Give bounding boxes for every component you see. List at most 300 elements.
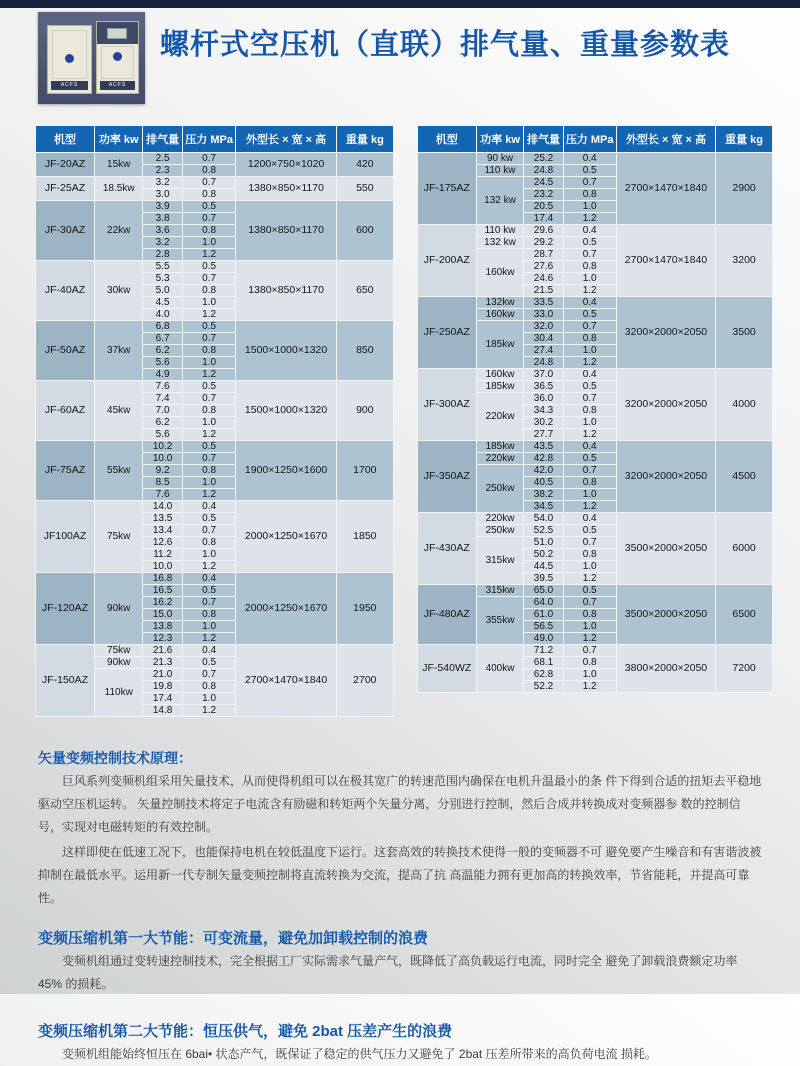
weight-cell: 4000 — [716, 369, 773, 441]
text-sections — [38, 748, 764, 1066]
pressure-cell: 0.5 — [563, 585, 616, 597]
pressure-cell: 0.5 — [182, 657, 236, 669]
dimensions-cell: 3200×2000×2050 — [616, 369, 715, 441]
table-header-row — [36, 126, 394, 153]
pressure-cell: 1.0 — [563, 621, 616, 633]
displacement-cell: 71.2 — [524, 645, 563, 657]
weight-cell: 3500 — [716, 297, 773, 369]
weight-cell: 6000 — [716, 513, 773, 585]
section-paragraph: 这样即使在低速工况下，也能保持电机在较低温度下运行。这套高效的转换技术使得一般的变频器不可 避免要产生噪音和有害谐波被抑制在最低水平。运用新一代专制矢量变频控制将直流转换为交流，提高了抗 高温能力拥有更加高的转换效率，节省能耗，并提高可靠性。 — [38, 845, 762, 905]
displacement-cell: 10.0 — [143, 453, 182, 465]
power-cell: 30kw — [95, 261, 143, 321]
displacement-cell: 5.6 — [143, 429, 182, 441]
pressure-cell: 1.2 — [563, 501, 616, 513]
displacement-cell: 29.6 — [524, 225, 563, 237]
displacement-cell: 14.0 — [143, 501, 182, 513]
pressure-cell: 0.4 — [563, 369, 616, 381]
pressure-cell: 1.0 — [182, 237, 236, 249]
table-row — [418, 585, 773, 597]
displacement-cell: 6.8 — [143, 321, 182, 333]
power-cell: 185kw — [476, 321, 524, 369]
pressure-cell: 1.2 — [563, 681, 616, 693]
pressure-cell: 0.8 — [182, 225, 236, 237]
displacement-cell: 4.0 — [143, 309, 182, 321]
spec-table-right — [417, 125, 773, 693]
table-row — [36, 573, 394, 585]
displacement-cell: 6.2 — [143, 345, 182, 357]
model-cell: JF-20AZ — [36, 153, 95, 177]
displacement-cell: 51.0 — [524, 537, 563, 549]
pressure-cell: 1.0 — [182, 621, 236, 633]
dimensions-cell: 3200×2000×2050 — [616, 297, 715, 369]
displacement-cell: 40.5 — [524, 477, 563, 489]
displacement-cell: 39.5 — [524, 573, 563, 585]
displacement-cell: 24.8 — [524, 357, 563, 369]
power-cell: 45kw — [95, 381, 143, 441]
section-vector-control-principle — [38, 748, 764, 910]
pressure-cell: 0.7 — [182, 525, 236, 537]
power-cell: 75kw — [95, 645, 143, 657]
pressure-cell: 0.8 — [563, 261, 616, 273]
pressure-cell: 0.7 — [182, 393, 236, 405]
pressure-cell: 1.2 — [182, 429, 236, 441]
table-row — [418, 297, 773, 309]
dimensions-cell: 2000×1250×1670 — [236, 573, 336, 645]
displacement-cell: 7.6 — [143, 381, 182, 393]
displacement-cell: 5.0 — [143, 285, 182, 297]
displacement-cell: 21.0 — [143, 669, 182, 681]
power-cell: 220kw — [476, 453, 524, 465]
pressure-cell: 0.8 — [182, 681, 236, 693]
table-row — [36, 321, 394, 333]
power-cell: 37kw — [95, 321, 143, 381]
pressure-cell: 0.5 — [182, 441, 236, 453]
power-cell: 132 kw — [476, 237, 524, 249]
pressure-cell: 0.7 — [563, 393, 616, 405]
model-cell: JF-250AZ — [418, 297, 477, 369]
pressure-cell: 0.4 — [182, 501, 236, 513]
displacement-cell: 4.5 — [143, 297, 182, 309]
dimensions-cell: 1380×850×1170 — [236, 261, 336, 321]
page-title: 螺杆式空压机（直联）排气量、重量参数表 — [160, 29, 731, 61]
pressure-cell: 1.0 — [182, 357, 236, 369]
displacement-cell: 5.3 — [143, 273, 182, 285]
displacement-cell: 24.5 — [524, 177, 563, 189]
section-paragraph: 巨风系列变频机组采用矢量技术，从而使得机组可以在极其宽广的转速范围内确保在电机升温最小的条 件下得到合适的扭矩去平稳地驱动空压机运转。 矢量控制技术将定子电流含有励磁和转矩两个矢量分离，分别进行控制，然后合成并转换成对变频器参 数的控制信号，实现对电磁转矩的有效控制。 — [38, 774, 762, 834]
pressure-cell: 1.2 — [563, 213, 616, 225]
dimensions-cell: 2000×1250×1670 — [236, 501, 336, 573]
power-cell: 90kw — [95, 657, 143, 669]
model-cell: JF-540WZ — [418, 645, 477, 693]
dimensions-cell: 1380×850×1170 — [236, 177, 336, 201]
control-display-icon — [107, 28, 127, 39]
pressure-cell: 0.4 — [563, 441, 616, 453]
column-header: 压力 MPa — [563, 126, 616, 153]
pressure-cell: 0.7 — [563, 321, 616, 333]
displacement-cell: 33.5 — [524, 297, 563, 309]
dimensions-cell: 1200×750×1020 — [236, 153, 336, 177]
pressure-cell: 0.5 — [563, 381, 616, 393]
displacement-cell: 3.8 — [143, 213, 182, 225]
pressure-cell: 0.8 — [182, 189, 236, 201]
dimensions-cell: 1900×1250×1600 — [236, 441, 336, 501]
table-header-row — [418, 126, 773, 153]
pressure-cell: 0.8 — [563, 477, 616, 489]
displacement-cell: 50.2 — [524, 549, 563, 561]
pressure-cell: 0.7 — [182, 273, 236, 285]
pressure-cell: 1.0 — [182, 693, 236, 705]
pressure-cell: 0.5 — [182, 585, 236, 597]
pressure-cell: 0.5 — [182, 201, 236, 213]
section-heading: 矢量变频控制技术原理： — [38, 750, 192, 766]
power-cell: 110 kw — [476, 225, 524, 237]
model-cell: JF-60AZ — [36, 381, 95, 441]
pressure-cell: 1.0 — [182, 477, 236, 489]
brand-logo-icon — [113, 52, 122, 61]
displacement-cell: 8.5 — [143, 477, 182, 489]
displacement-cell: 11.2 — [143, 549, 182, 561]
pressure-cell: 1.0 — [563, 489, 616, 501]
dimensions-cell: 1380×850×1170 — [236, 201, 336, 261]
model-cell: JF-200AZ — [418, 225, 477, 297]
power-cell: 110kw — [95, 669, 143, 717]
table-row — [36, 153, 394, 165]
weight-cell: 550 — [336, 177, 393, 201]
model-cell: JF-30AZ — [36, 201, 95, 261]
displacement-cell: 5.6 — [143, 357, 182, 369]
displacement-cell: 33.0 — [524, 309, 563, 321]
power-cell: 55kw — [95, 441, 143, 501]
pressure-cell: 1.2 — [563, 573, 616, 585]
displacement-cell: 23.2 — [524, 189, 563, 201]
dimensions-cell: 3200×2000×2050 — [616, 441, 715, 513]
table-row — [418, 369, 773, 381]
displacement-cell: 3.2 — [143, 177, 182, 189]
top-accent-bar — [0, 0, 800, 8]
power-cell: 400kw — [476, 645, 524, 693]
dimensions-cell: 3500×2000×2050 — [616, 513, 715, 585]
power-cell: 132 kw — [476, 177, 524, 225]
displacement-cell: 30.2 — [524, 417, 563, 429]
displacement-cell: 2.8 — [143, 249, 182, 261]
pressure-cell: 1.0 — [182, 417, 236, 429]
model-cell: JF100AZ — [36, 501, 95, 573]
column-header: 功率 kw — [476, 126, 524, 153]
brand-label: ACFS — [51, 81, 88, 90]
weight-cell: 1700 — [336, 441, 393, 501]
displacement-cell: 9.2 — [143, 465, 182, 477]
weight-cell: 2700 — [336, 645, 393, 717]
pressure-cell: 0.8 — [182, 405, 236, 417]
displacement-cell: 16.2 — [143, 597, 182, 609]
pressure-cell: 1.0 — [563, 669, 616, 681]
pressure-cell: 1.2 — [182, 489, 236, 501]
displacement-cell: 3.0 — [143, 189, 182, 201]
brand-logo-icon — [65, 54, 74, 63]
pressure-cell: 0.7 — [563, 645, 616, 657]
displacement-cell: 13.4 — [143, 525, 182, 537]
displacement-cell: 21.5 — [524, 285, 563, 297]
dimensions-cell: 2700×1470×1840 — [236, 645, 336, 717]
column-header: 机型 — [418, 126, 477, 153]
model-cell: JF-430AZ — [418, 513, 477, 585]
weight-cell: 1850 — [336, 501, 393, 573]
displacement-cell: 27.7 — [524, 429, 563, 441]
table-row — [418, 225, 773, 237]
pressure-cell: 0.4 — [182, 573, 236, 585]
displacement-cell: 65.0 — [524, 585, 563, 597]
pressure-cell: 0.5 — [182, 513, 236, 525]
column-header: 外型长 × 宽 × 高 — [616, 126, 715, 153]
displacement-cell: 20.5 — [524, 201, 563, 213]
power-cell: 355kw — [476, 597, 524, 645]
pressure-cell: 1.2 — [563, 429, 616, 441]
power-cell: 185kw — [476, 381, 524, 393]
pressure-cell: 0.5 — [182, 381, 236, 393]
pressure-cell: 1.2 — [182, 249, 236, 261]
dimensions-cell: 3500×2000×2050 — [616, 585, 715, 645]
pressure-cell: 0.4 — [563, 225, 616, 237]
section-heading: 变频压缩机第一大节能：可变流量，避免加卸载控制的浪费 — [38, 930, 429, 947]
displacement-cell: 21.3 — [143, 657, 182, 669]
displacement-cell: 30.4 — [524, 333, 563, 345]
displacement-cell: 6.7 — [143, 333, 182, 345]
displacement-cell: 37.0 — [524, 369, 563, 381]
weight-cell: 600 — [336, 201, 393, 261]
pressure-cell: 1.2 — [182, 369, 236, 381]
compressor-cabinet-left — [47, 25, 92, 94]
dimensions-cell: 1500×1000×1320 — [236, 321, 336, 381]
model-cell: JF-50AZ — [36, 321, 95, 381]
pressure-cell: 0.5 — [563, 309, 616, 321]
pressure-cell: 1.0 — [563, 345, 616, 357]
displacement-cell: 4.9 — [143, 369, 182, 381]
pressure-cell: 0.8 — [182, 537, 236, 549]
model-cell: JF-350AZ — [418, 441, 477, 513]
displacement-cell: 49.0 — [524, 633, 563, 645]
pressure-cell: 0.7 — [182, 453, 236, 465]
pressure-cell: 1.2 — [182, 309, 236, 321]
weight-cell: 850 — [336, 321, 393, 381]
table-row — [36, 177, 394, 189]
table-row — [36, 381, 394, 393]
table-row — [36, 645, 394, 657]
pressure-cell: 0.5 — [563, 165, 616, 177]
compressor-cabinet-right — [96, 21, 139, 94]
pressure-cell: 0.5 — [182, 261, 236, 273]
power-cell: 220kw — [476, 393, 524, 441]
model-cell: JF-40AZ — [36, 261, 95, 321]
product-photo — [38, 12, 145, 104]
model-cell: JF-175AZ — [418, 153, 477, 225]
displacement-cell: 25.2 — [524, 153, 563, 165]
pressure-cell: 1.2 — [182, 633, 236, 645]
power-cell: 160kw — [476, 369, 524, 381]
column-header: 外型长 × 宽 × 高 — [236, 126, 336, 153]
pressure-cell: 0.8 — [563, 189, 616, 201]
weight-cell: 7200 — [716, 645, 773, 693]
power-cell: 220kw — [476, 513, 524, 525]
displacement-cell: 7.0 — [143, 405, 182, 417]
displacement-cell: 62.8 — [524, 669, 563, 681]
model-cell: JF-75AZ — [36, 441, 95, 501]
cabinet-door — [101, 46, 134, 79]
displacement-cell: 21.6 — [143, 645, 182, 657]
model-cell: JF-300AZ — [418, 369, 477, 441]
displacement-cell: 17.4 — [524, 213, 563, 225]
control-panel — [97, 22, 138, 44]
displacement-cell: 27.6 — [524, 261, 563, 273]
displacement-cell: 16.5 — [143, 585, 182, 597]
pressure-cell: 0.8 — [182, 609, 236, 621]
displacement-cell: 12.6 — [143, 537, 182, 549]
pressure-cell: 0.8 — [563, 549, 616, 561]
column-header: 功率 kw — [95, 126, 143, 153]
displacement-cell: 6.2 — [143, 417, 182, 429]
pressure-cell: 0.7 — [563, 537, 616, 549]
pressure-cell: 0.7 — [182, 669, 236, 681]
column-header: 排气量 — [143, 126, 182, 153]
pressure-cell: 1.2 — [563, 357, 616, 369]
displacement-cell: 7.6 — [143, 489, 182, 501]
column-header: 重量 kg — [716, 126, 773, 153]
table-row — [418, 441, 773, 453]
displacement-cell: 14.8 — [143, 705, 182, 717]
pressure-cell: 0.7 — [182, 177, 236, 189]
spec-table-left — [35, 125, 394, 717]
displacement-cell: 54.0 — [524, 513, 563, 525]
table-row — [36, 261, 394, 273]
pressure-cell: 1.0 — [563, 273, 616, 285]
power-cell: 110 kw — [476, 165, 524, 177]
displacement-cell: 44.5 — [524, 561, 563, 573]
power-cell: 90 kw — [476, 153, 524, 165]
power-cell: 160kw — [476, 309, 524, 321]
pressure-cell: 0.5 — [563, 525, 616, 537]
displacement-cell: 3.9 — [143, 201, 182, 213]
table-row — [418, 513, 773, 525]
displacement-cell: 10.2 — [143, 441, 182, 453]
power-cell: 15kw — [95, 153, 143, 177]
displacement-cell: 2.5 — [143, 153, 182, 165]
displacement-cell: 10.0 — [143, 561, 182, 573]
table-row — [36, 501, 394, 513]
column-header: 重量 kg — [336, 126, 393, 153]
pressure-cell: 0.4 — [563, 153, 616, 165]
weight-cell: 4500 — [716, 441, 773, 513]
table-row — [36, 201, 394, 213]
displacement-cell: 16.8 — [143, 573, 182, 585]
model-cell: JF-150AZ — [36, 645, 95, 717]
pressure-cell: 0.5 — [563, 237, 616, 249]
displacement-cell: 64.0 — [524, 597, 563, 609]
pressure-cell: 0.4 — [182, 645, 236, 657]
pressure-cell: 0.8 — [182, 345, 236, 357]
table-row — [36, 441, 394, 453]
section-heading: 变频压缩机第二大节能：恒压供气，避免 2bat 压差产生的浪费 — [38, 1023, 453, 1040]
pressure-cell: 0.8 — [563, 405, 616, 417]
model-cell: JF-480AZ — [418, 585, 477, 645]
displacement-cell: 42.8 — [524, 453, 563, 465]
weight-cell: 650 — [336, 261, 393, 321]
section-paragraph: 变频机组通过变转速控制技术，完全根据工厂实际需求气量产气，既降低了高负载运行电流，同时完全 避免了卸载浪费额定功率 45% 的损耗。 — [38, 954, 738, 991]
displacement-cell: 52.5 — [524, 525, 563, 537]
power-cell: 18.5kw — [95, 177, 143, 201]
displacement-cell: 19.8 — [143, 681, 182, 693]
displacement-cell: 17.4 — [143, 693, 182, 705]
pressure-cell: 0.8 — [182, 465, 236, 477]
displacement-cell: 32.0 — [524, 321, 563, 333]
displacement-cell: 15.0 — [143, 609, 182, 621]
displacement-cell: 27.4 — [524, 345, 563, 357]
pressure-cell: 1.0 — [182, 297, 236, 309]
pressure-cell: 0.7 — [182, 333, 236, 345]
pressure-cell: 0.4 — [563, 297, 616, 309]
displacement-cell: 34.5 — [524, 501, 563, 513]
pressure-cell: 1.0 — [563, 201, 616, 213]
pressure-cell: 1.0 — [563, 561, 616, 573]
power-cell: 132kw — [476, 297, 524, 309]
displacement-cell: 7.4 — [143, 393, 182, 405]
brand-label: ACFS — [100, 81, 135, 90]
pressure-cell: 0.7 — [563, 177, 616, 189]
table-row — [418, 645, 773, 657]
pressure-cell: 0.7 — [563, 597, 616, 609]
pressure-cell: 0.7 — [563, 465, 616, 477]
column-header: 排气量 — [524, 126, 563, 153]
weight-cell: 420 — [336, 153, 393, 177]
pressure-cell: 0.5 — [182, 321, 236, 333]
displacement-cell: 13.5 — [143, 513, 182, 525]
pressure-cell: 0.8 — [182, 285, 236, 297]
pressure-cell: 1.2 — [182, 561, 236, 573]
pressure-cell: 1.0 — [563, 417, 616, 429]
power-cell: 75kw — [95, 501, 143, 573]
model-cell: JF-120AZ — [36, 573, 95, 645]
displacement-cell: 3.2 — [143, 237, 182, 249]
pressure-cell: 0.7 — [182, 153, 236, 165]
displacement-cell: 34.3 — [524, 405, 563, 417]
section-paragraph: 变频机组能始终恒压在 6bai• 状态产气，既保证了稳定的供气压力又避免了 2bat 压差所带来的高负荷电流 损耗。 — [62, 1047, 657, 1061]
power-cell: 22kw — [95, 201, 143, 261]
pressure-cell: 0.7 — [563, 249, 616, 261]
displacement-cell: 24.6 — [524, 273, 563, 285]
displacement-cell: 13.8 — [143, 621, 182, 633]
displacement-cell: 24.8 — [524, 165, 563, 177]
power-cell: 90kw — [95, 573, 143, 645]
displacement-cell: 28.7 — [524, 249, 563, 261]
weight-cell: 3200 — [716, 225, 773, 297]
dimensions-cell: 1500×1000×1320 — [236, 381, 336, 441]
power-cell: 250kw — [476, 465, 524, 513]
displacement-cell: 36.0 — [524, 393, 563, 405]
column-header: 机型 — [36, 126, 95, 153]
pressure-cell: 0.8 — [563, 333, 616, 345]
pressure-cell: 1.2 — [182, 705, 236, 717]
pressure-cell: 1.0 — [182, 549, 236, 561]
power-cell: 160kw — [476, 249, 524, 297]
displacement-cell: 36.5 — [524, 381, 563, 393]
displacement-cell: 68.1 — [524, 657, 563, 669]
dimensions-cell: 3800×2000×2050 — [616, 645, 715, 693]
power-cell: 315kw — [476, 585, 524, 597]
displacement-cell: 42.0 — [524, 465, 563, 477]
displacement-cell: 43.5 — [524, 441, 563, 453]
displacement-cell: 5.5 — [143, 261, 182, 273]
power-cell: 185kw — [476, 441, 524, 453]
section-energy-saving-2 — [38, 1020, 764, 1066]
displacement-cell: 3.6 — [143, 225, 182, 237]
